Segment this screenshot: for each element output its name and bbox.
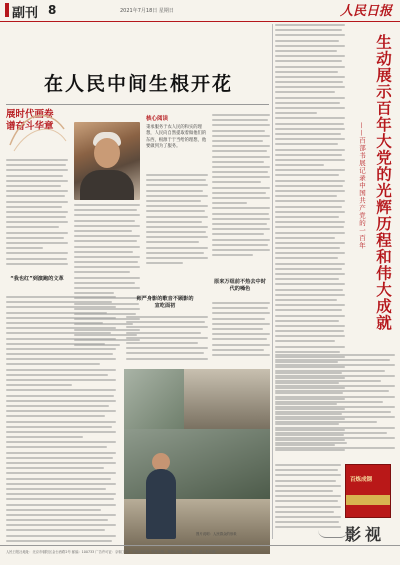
- right-article-title: 生动展示百年大党的光辉历程和伟大成就: [374, 34, 393, 331]
- page-number: 8: [48, 3, 57, 17]
- section-marker: [5, 3, 9, 17]
- subhead-1: “我也红”到演跑的文革: [10, 276, 64, 282]
- footer-text: 人民日报社地址：北京市朝阳区金台西路2号 邮编：100733 广告许可证：京朝工商广字第0127号 零售价格：每份1.50元 印刷：人民日报印刷厂: [6, 550, 219, 554]
- date-line: 2021年7月18日 星期日: [120, 8, 174, 14]
- section-label-film: 影视: [345, 525, 386, 544]
- photo-caption: 图片说明：人民群众的形象: [196, 532, 237, 536]
- column-divider: [272, 24, 273, 539]
- swash-decoration: [318, 530, 348, 538]
- text-column-middle-right: [146, 174, 208, 294]
- right-article-subtitle: ——百部书展记录中国共产党的一百年: [358, 122, 366, 250]
- title-rule: [6, 104, 269, 105]
- series-line-1: 展时代画卷: [6, 109, 54, 120]
- core-reading-box: [146, 114, 208, 150]
- newspaper-logo: 人民日报: [339, 4, 392, 19]
- core-reading-label: 核心阅读: [146, 116, 169, 122]
- subhead-2: 师严身影的歌音不顾影的宣吃面初: [136, 296, 194, 309]
- swirl-icon: [4, 105, 70, 155]
- right-text-column-3: [275, 464, 341, 534]
- right-text-column-2: [275, 354, 395, 459]
- text-column-left: [6, 159, 68, 269]
- series-badge: [6, 109, 66, 153]
- book-title: 百炼成钢: [350, 477, 373, 483]
- left-article: [6, 24, 269, 544]
- right-article: [275, 24, 397, 544]
- film-stills-collage: [124, 369, 270, 554]
- core-reading-text: 秉承服务于农人民的和实的理想，人民向自然提取着做他们的东西，根源于于当给的理想，他要做到为了服务。: [146, 125, 207, 149]
- book-cover: [345, 464, 391, 518]
- series-line-2: 谱奋斗华章: [6, 121, 54, 132]
- masthead: [0, 0, 400, 22]
- article-title: 在人民中间生根开花: [44, 73, 234, 95]
- section-title: 副刊: [12, 6, 39, 21]
- subhead-3: 原来万组前不热去中时代的嗓色: [214, 279, 266, 292]
- text-column-right: [212, 114, 270, 274]
- text-column-right-lower: [212, 302, 270, 362]
- footer: [0, 545, 400, 565]
- portrait-photo: [74, 122, 140, 200]
- text-column-subhead-2: [126, 316, 208, 366]
